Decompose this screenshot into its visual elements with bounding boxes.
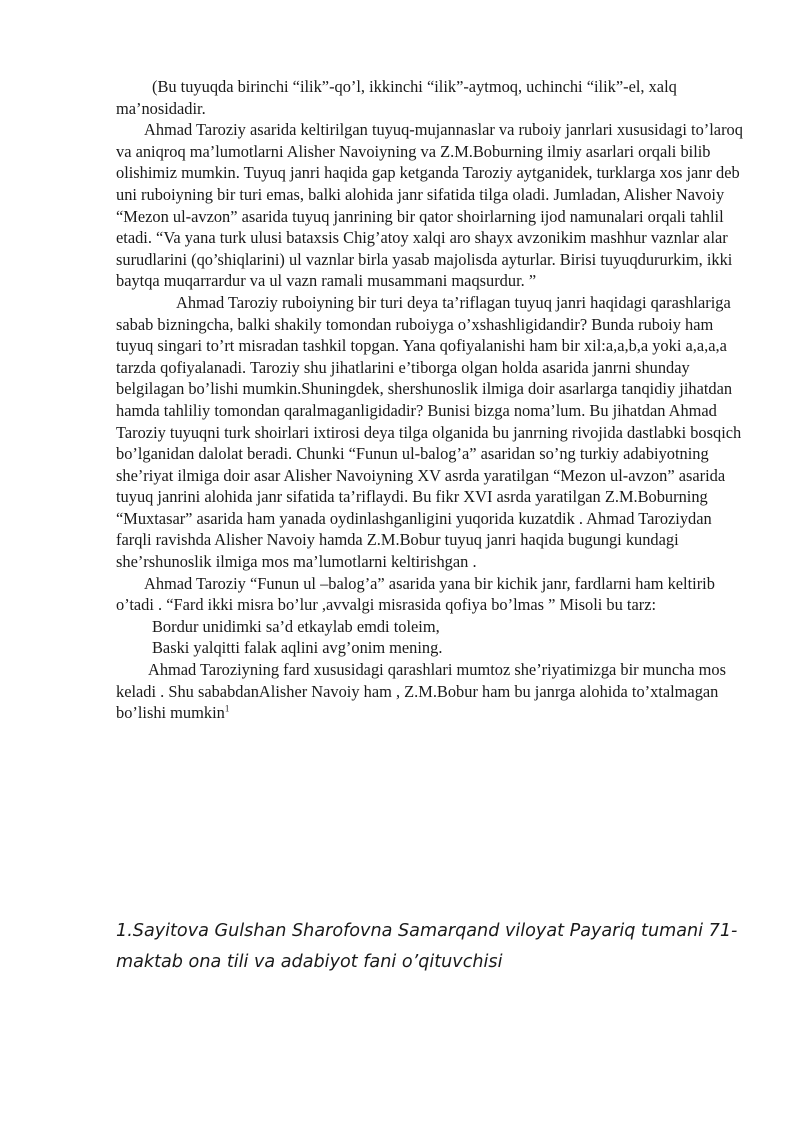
- paragraph-fard-conclusion: [116, 659, 746, 724]
- paragraph-navoiy-babur: Ahmad Taroziy asarida keltirilgan tuyuq-mujannaslar va ruboiy janrlari xususidagi to’laroq va aniqroq ma’lumotlarni Alisher Navoiyning va Z.M.Boburning ilmiy asarlari orqali bilib olishimiz mumkin. Tuyuq janri haqida gap ketganda Taroziy aytganidek, turklarga xos janr deb uni ruboiyning bir turi emas, balki alohida janr sifatida tilga oladi. Jumladan, Alisher Navoiy “Mezon ul-avzon” asarida tuyuq janrining bir qator shoirlarning ijod namunalari orqali tahlil etadi. “Va yana turk ulusi bataxsis Chig’atoy xalqi aro shayx avzonikim mashhur vaznlar alar surudlarini (qo’shiqlarini) ul vaznlar birla yasab majolisda ayturlar. Birisi tuyuqdururkim, ikki baytqa muqarrardur va ul vazn ramali musammani maqsurdur. ”: [116, 120, 743, 291]
- verse-line-1: Bordur unidimki sa’d etkaylab emdi toleim,: [152, 616, 440, 636]
- paragraph-fard-intro: Ahmad Taroziy “Funun ul –balog’a” asarida yana bir kichik janr, fardlarni ham keltirib o’tadi . “Fard ikki misra bo’lur ,avvalgi misrasida qofiya bo’lmas ” Misoli bu tarz:: [116, 573, 715, 615]
- footnote-marker: 1: [224, 703, 230, 714]
- footnote-author: 1.Sayitova Gulshan Sharofovna Samarqand viloyat Payariq tumani 71-maktab ona tili va adabiyot fani o’qituvchisi: [116, 921, 738, 972]
- paragraph-ruboiy-comparison: Ahmad Taroziy ruboiyning bir turi deya ta’riflagan tuyuq janri haqidagi qarashlariga sabab bizningcha, balki shakily tomondan ruboiyga o’xshashligidandir? Bunda ruboiy ham tuyuq singari to’rt misradan tashkil topgan. Yana qofiyalanishi ham bir xil:a,a,b,a yoki a,a,a,a tarzda qofiyalanadi. Taroziy shu jihatlarini e’tiborga olgan holda asarida janrni shunday belgilagan bo’lishi mumkin.Shuningdek, shershunoslik ilmiga doir asarlarga tanqidiy jihatdan hamda tahliliy tomondan qaralmaganligidadir? Bunisi bizga noma’lum. Bu jihatdan Ahmad Taroziy tuyuqni turk shoirlari ixtirosi deya tilga olganida bu janrning rivojida dastlabki bosqich bo’lganidan dalolat beradi. Chunki “Funun ul-balog’a” asaridan so’ng turkiy adabiyotning she’riyat ilmiga doir asar Alisher Navoiyning XV asrda yaratilgan “Mezon ul-avzon” asarida tuyuq janrini alohida janr sifatida ta’riflaydi. Bu fikr XVI asrda yaratilgan Z.M.Boburning “Muxtasar” asarida ham yanada oydinlashganligini yuqorida kuzatdik . Ahmad Taroziydan farqli ravishda Alisher Navoiy hamda Z.M.Bobur tuyuq janri haqida bugungi kundagi she’rshunoslik ilmiga mos ma’lumotlarni keltirishgan .: [116, 292, 742, 572]
- paragraph-tuyuq-note: (Bu tuyuqda birinchi “ilik”-qo’l, ikkinchi “ilik”-aytmoq, uchinchi “ilik”-el, xalq ma’nosidadir.: [116, 77, 677, 118]
- verse-example: [116, 616, 746, 659]
- verse-line-2: Baski yalqitti falak aqlini avg’onim mening.: [152, 638, 443, 658]
- closing-text: Ahmad Taroziyning fard xususidagi qarashlari mumtoz she’riyatimizga bir muncha mos keladi . Shu sababdanAlisher Navoiy ham , Z.M.Bobur ham bu janrga alohida to’xtalmagan bo’lishi mumkin: [116, 660, 726, 723]
- article-body: [116, 76, 746, 724]
